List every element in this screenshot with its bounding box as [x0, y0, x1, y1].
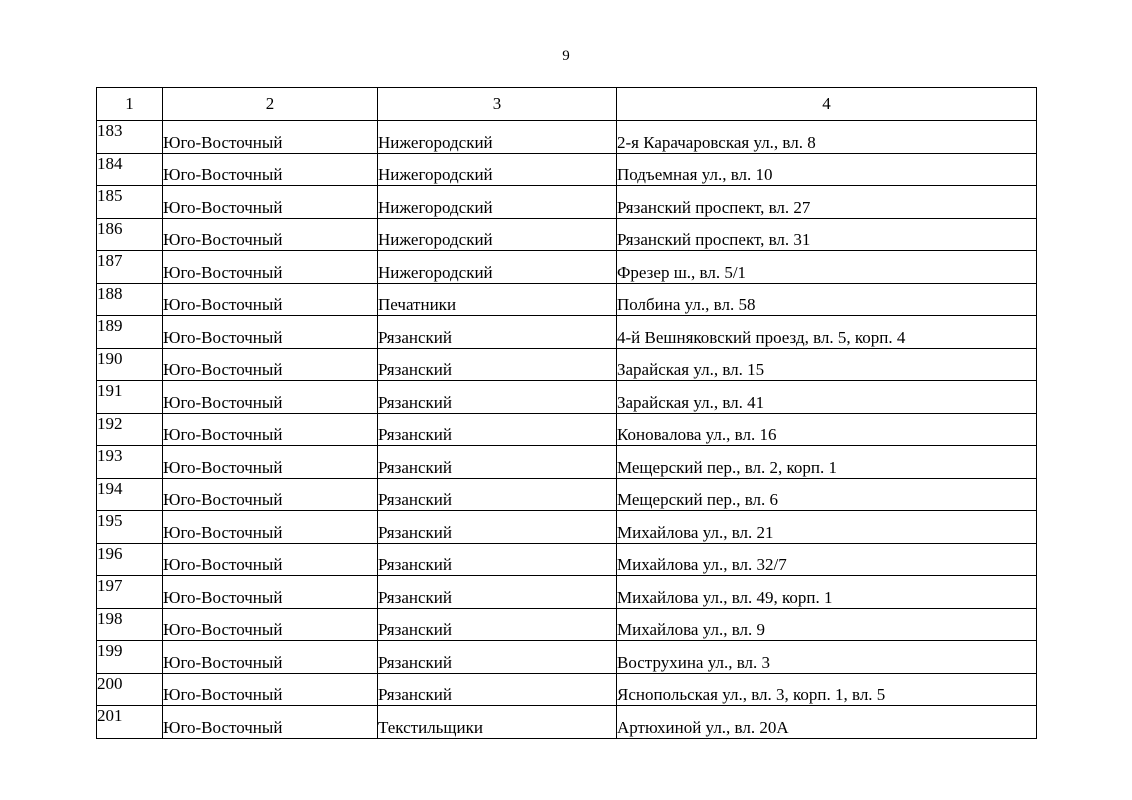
row-number: 187: [97, 251, 163, 284]
table-row: [97, 543, 1037, 576]
address-cell: Мещерский пер., вл. 2, корп. 1: [617, 446, 1037, 479]
address-cell: Подъемная ул., вл. 10: [617, 153, 1037, 186]
row-number: 192: [97, 413, 163, 446]
district-cell: Нижегородский: [378, 153, 617, 186]
address-cell: Михайлова ул., вл. 9: [617, 608, 1037, 641]
address-cell: Фрезер ш., вл. 5/1: [617, 251, 1037, 284]
row-number: 183: [97, 121, 163, 154]
table-row: [97, 706, 1037, 739]
header-col-1: 1: [97, 88, 163, 121]
table-row: [97, 511, 1037, 544]
table-row: [97, 608, 1037, 641]
row-number: 196: [97, 543, 163, 576]
okrug-cell: Юго-Восточный: [163, 641, 378, 674]
table-body: [97, 121, 1037, 739]
district-cell: Рязанский: [378, 316, 617, 349]
address-cell: Михайлова ул., вл. 49, корп. 1: [617, 576, 1037, 609]
table-row: [97, 121, 1037, 154]
okrug-cell: Юго-Восточный: [163, 283, 378, 316]
row-number: 193: [97, 446, 163, 479]
table-row: [97, 413, 1037, 446]
address-cell: 2-я Карачаровская ул., вл. 8: [617, 121, 1037, 154]
row-number: 198: [97, 608, 163, 641]
row-number: 201: [97, 706, 163, 739]
district-cell: Рязанский: [378, 413, 617, 446]
row-number: 184: [97, 153, 163, 186]
table-row: [97, 251, 1037, 284]
row-number: 190: [97, 348, 163, 381]
page-number: 9: [562, 48, 570, 64]
table-row: [97, 316, 1037, 349]
district-cell: Рязанский: [378, 511, 617, 544]
table-row: [97, 186, 1037, 219]
district-cell: Рязанский: [378, 673, 617, 706]
okrug-cell: Юго-Восточный: [163, 511, 378, 544]
district-cell: Нижегородский: [378, 186, 617, 219]
table-row: [97, 478, 1037, 511]
district-cell: Печатники: [378, 283, 617, 316]
row-number: 191: [97, 381, 163, 414]
okrug-cell: Юго-Восточный: [163, 153, 378, 186]
row-number: 189: [97, 316, 163, 349]
table-row: [97, 381, 1037, 414]
okrug-cell: Юго-Восточный: [163, 121, 378, 154]
row-number: 195: [97, 511, 163, 544]
address-cell: Михайлова ул., вл. 32/7: [617, 543, 1037, 576]
okrug-cell: Юго-Восточный: [163, 478, 378, 511]
address-cell: Яснопольская ул., вл. 3, корп. 1, вл. 5: [617, 673, 1037, 706]
okrug-cell: Юго-Восточный: [163, 608, 378, 641]
row-number: 194: [97, 478, 163, 511]
okrug-cell: Юго-Восточный: [163, 543, 378, 576]
row-number: 185: [97, 186, 163, 219]
okrug-cell: Юго-Восточный: [163, 316, 378, 349]
header-col-4: 4: [617, 88, 1037, 121]
address-cell: Вострухина ул., вл. 3: [617, 641, 1037, 674]
okrug-cell: Юго-Восточный: [163, 218, 378, 251]
address-cell: Коновалова ул., вл. 16: [617, 413, 1037, 446]
table-row: [97, 446, 1037, 479]
row-number: 197: [97, 576, 163, 609]
address-cell: Зарайская ул., вл. 15: [617, 348, 1037, 381]
table-row: [97, 641, 1037, 674]
table-row: [97, 153, 1037, 186]
district-cell: Рязанский: [378, 543, 617, 576]
district-cell: Текстильщики: [378, 706, 617, 739]
district-cell: Рязанский: [378, 348, 617, 381]
row-number: 188: [97, 283, 163, 316]
address-table: [96, 87, 1037, 739]
district-cell: Нижегородский: [378, 218, 617, 251]
table-row: [97, 218, 1037, 251]
table-row: [97, 673, 1037, 706]
district-cell: Нижегородский: [378, 121, 617, 154]
address-cell: Рязанский проспект, вл. 27: [617, 186, 1037, 219]
header-col-3: 3: [378, 88, 617, 121]
okrug-cell: Юго-Восточный: [163, 413, 378, 446]
okrug-cell: Юго-Восточный: [163, 673, 378, 706]
table-row: [97, 283, 1037, 316]
district-cell: Рязанский: [378, 641, 617, 674]
okrug-cell: Юго-Восточный: [163, 348, 378, 381]
address-cell: Мещерский пер., вл. 6: [617, 478, 1037, 511]
district-cell: Рязанский: [378, 478, 617, 511]
district-cell: Рязанский: [378, 576, 617, 609]
district-cell: Рязанский: [378, 608, 617, 641]
district-cell: Нижегородский: [378, 251, 617, 284]
table-row: [97, 348, 1037, 381]
okrug-cell: Юго-Восточный: [163, 186, 378, 219]
table-row: [97, 576, 1037, 609]
address-cell: Рязанский проспект, вл. 31: [617, 218, 1037, 251]
district-cell: Рязанский: [378, 381, 617, 414]
header-col-2: 2: [163, 88, 378, 121]
address-cell: Полбина ул., вл. 58: [617, 283, 1037, 316]
row-number: 186: [97, 218, 163, 251]
address-cell: Михайлова ул., вл. 21: [617, 511, 1037, 544]
okrug-cell: Юго-Восточный: [163, 576, 378, 609]
row-number: 199: [97, 641, 163, 674]
address-cell: Зарайская ул., вл. 41: [617, 381, 1037, 414]
okrug-cell: Юго-Восточный: [163, 251, 378, 284]
address-cell: Артюхиной ул., вл. 20А: [617, 706, 1037, 739]
header-row: [97, 88, 1037, 121]
okrug-cell: Юго-Восточный: [163, 706, 378, 739]
address-cell: 4-й Вешняковский проезд, вл. 5, корп. 4: [617, 316, 1037, 349]
okrug-cell: Юго-Восточный: [163, 446, 378, 479]
okrug-cell: Юго-Восточный: [163, 381, 378, 414]
row-number: 200: [97, 673, 163, 706]
district-cell: Рязанский: [378, 446, 617, 479]
